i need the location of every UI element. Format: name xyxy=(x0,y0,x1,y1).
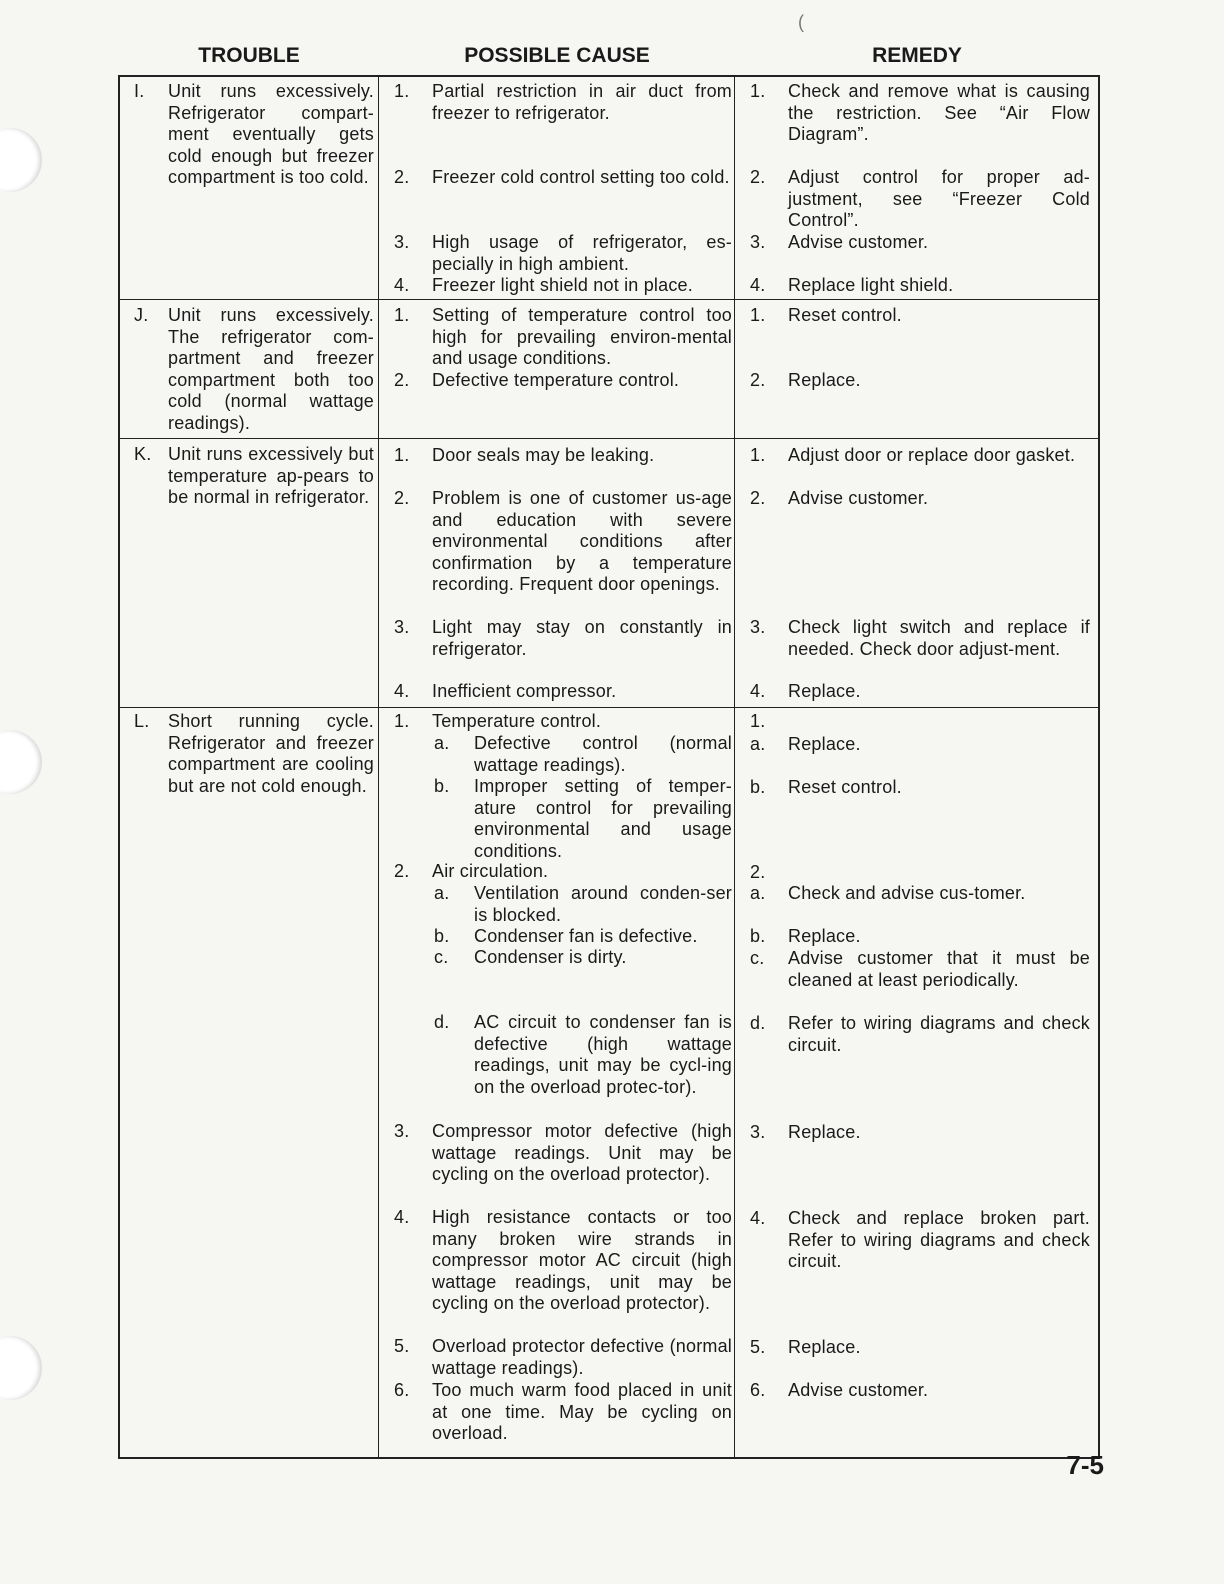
cause-subnumber: c. xyxy=(434,947,449,967)
remedy-text: Advise customer. xyxy=(788,488,929,508)
remedy-number: 2. xyxy=(750,488,766,508)
remedy-item xyxy=(750,617,1090,660)
cause-item xyxy=(394,445,732,467)
cause-number: 1. xyxy=(394,711,410,731)
cause-subitem xyxy=(394,947,732,969)
trouble-text: Unit runs excessively. The refrigerator com-partment and freezer compartment both too cold (normal wattage readings). xyxy=(168,305,374,433)
remedy-item xyxy=(750,275,1090,297)
page-number: 7-5 xyxy=(1066,1450,1104,1480)
remedy-text: Replace. xyxy=(788,681,861,701)
cause-item xyxy=(394,617,732,660)
cause-text: Problem is one of customer us-age and education with severe environmental conditions after confirmation by a temperature recording. Frequent door openings. xyxy=(432,488,732,594)
remedy-number: 6. xyxy=(750,1380,766,1400)
remedy-subitem xyxy=(750,734,1090,756)
cause-item xyxy=(394,81,732,124)
remedy-item xyxy=(750,1122,1090,1144)
remedy-subitem xyxy=(750,777,1090,799)
remedy-item xyxy=(750,488,1090,510)
remedy-number: 1. xyxy=(750,81,766,101)
remedy-text: Replace. xyxy=(788,1122,861,1142)
trouble-text: Unit runs excessively. Refrigerator compart-ment eventually gets cold enough but freezer compartment is too cold. xyxy=(168,81,374,187)
cause-item xyxy=(394,681,732,703)
remedy-number: 2. xyxy=(750,167,766,187)
remedy-subnumber: b. xyxy=(750,777,766,797)
column-divider xyxy=(734,77,735,1457)
cause-subnumber: d. xyxy=(434,1012,450,1032)
cause-item xyxy=(394,488,732,596)
cause-number: 6. xyxy=(394,1380,410,1400)
binder-hole-top xyxy=(0,128,42,192)
cause-number: 3. xyxy=(394,617,410,637)
troubleshooting-table xyxy=(118,75,1100,1459)
remedy-text: Advise customer. xyxy=(788,1380,929,1400)
cause-text: High usage of refrigerator, es-pecially in high ambient. xyxy=(432,232,732,274)
row-divider xyxy=(120,707,1098,708)
column-divider xyxy=(378,77,379,1457)
trouble-label: K. xyxy=(134,444,152,464)
cause-text: Inefficient compressor. xyxy=(432,681,617,701)
cause-subnumber: b. xyxy=(434,776,450,796)
cause-number: 3. xyxy=(394,1121,410,1141)
trouble-label: I. xyxy=(134,81,145,101)
cause-number: 2. xyxy=(394,861,410,881)
cause-number: 1. xyxy=(394,305,410,325)
cause-item xyxy=(394,370,732,392)
cause-item xyxy=(394,711,732,733)
cause-text: High resistance contacts or too many broken wire strands in compressor motor AC circuit (high wattage readings, unit may be cycling on the overload protector). xyxy=(432,1207,732,1313)
cause-number: 2. xyxy=(394,370,410,390)
cause-subnumber: b. xyxy=(434,926,450,946)
trouble-item xyxy=(134,444,374,509)
remedy-text: Check and replace broken part. Refer to wiring diagrams and check circuit. xyxy=(788,1208,1090,1271)
remedy-text: Adjust door or replace door gasket. xyxy=(788,445,1076,465)
remedy-item xyxy=(750,305,1090,327)
remedy-subitem xyxy=(750,948,1090,991)
cause-text: Improper setting of temper-ature control for prevailing environmental and usage conditions. xyxy=(474,776,732,861)
remedy-text: Replace. xyxy=(788,1337,861,1357)
remedy-text: Replace. xyxy=(788,926,861,946)
remedy-number: 2. xyxy=(750,862,766,882)
cause-text: Light may stay on constantly in refrigerator. xyxy=(432,617,732,659)
cause-text: Partial restriction in air duct from freezer to refrigerator. xyxy=(432,81,732,123)
trouble-item xyxy=(134,305,374,434)
cause-text: Condenser is dirty. xyxy=(474,947,627,967)
remedy-text: Advise customer that it must be cleaned at least periodically. xyxy=(788,948,1090,990)
remedy-number: 3. xyxy=(750,1122,766,1142)
binder-hole-bottom xyxy=(0,1336,42,1400)
remedy-item xyxy=(750,167,1090,232)
binder-hole-middle xyxy=(0,730,42,794)
cause-text: Too much warm food placed in unit at one time. May be cycling on overload. xyxy=(432,1380,732,1443)
cause-text: Ventilation around conden-ser is blocked. xyxy=(474,883,732,925)
cause-subitem xyxy=(394,776,732,862)
remedy-number: 3. xyxy=(750,617,766,637)
remedy-text: Adjust control for proper ad-justment, see “Freezer Cold Control”. xyxy=(788,167,1090,230)
remedy-item xyxy=(750,681,1090,703)
cause-item xyxy=(394,1380,732,1445)
cause-text: Door seals may be leaking. xyxy=(432,445,655,465)
remedy-item xyxy=(750,1337,1090,1359)
cause-text: Compressor motor defective (high wattage readings. Unit may be cycling on the overload protector). xyxy=(432,1121,732,1184)
column-headers xyxy=(118,44,1100,74)
remedy-text: Refer to wiring diagrams and check circuit. xyxy=(788,1013,1090,1055)
trouble-text: Short running cycle. Refrigerator and freezer compartment are cooling but are not cold enough. xyxy=(168,711,374,796)
remedy-subnumber: b. xyxy=(750,926,766,946)
header-trouble: TROUBLE xyxy=(198,44,300,67)
remedy-number: 4. xyxy=(750,1208,766,1228)
cause-subnumber: a. xyxy=(434,883,450,903)
cause-text: Air circulation. xyxy=(432,861,549,881)
remedy-subnumber: a. xyxy=(750,734,766,754)
cause-subitem xyxy=(394,883,732,926)
remedy-item xyxy=(750,232,1090,254)
cause-text: Defective control (normal wattage readings). xyxy=(474,733,732,775)
cause-number: 4. xyxy=(394,1207,410,1227)
remedy-text: Replace light shield. xyxy=(788,275,954,295)
remedy-number: 1. xyxy=(750,445,766,465)
remedy-item xyxy=(750,81,1090,146)
remedy-subnumber: a. xyxy=(750,883,766,903)
cause-subitem xyxy=(394,1012,732,1098)
remedy-text: Replace. xyxy=(788,370,861,390)
remedy-item xyxy=(750,1380,1090,1402)
remedy-text: Reset control. xyxy=(788,305,902,325)
trouble-item xyxy=(134,711,374,797)
remedy-subitem xyxy=(750,1013,1090,1056)
cause-number: 5. xyxy=(394,1336,410,1356)
row-divider xyxy=(120,299,1098,300)
header-remedy: REMEDY xyxy=(872,44,962,67)
row-divider xyxy=(120,438,1098,439)
remedy-number: 4. xyxy=(750,275,766,295)
cause-number: 4. xyxy=(394,681,410,701)
remedy-number: 1. xyxy=(750,711,766,731)
header-possible-cause: POSSIBLE CAUSE xyxy=(464,44,650,67)
cause-subitem xyxy=(394,733,732,776)
cause-item xyxy=(394,1207,732,1315)
cause-text: Overload protector defective (normal wattage readings). xyxy=(432,1336,732,1378)
cause-number: 4. xyxy=(394,275,410,295)
trouble-text: Unit runs excessively but temperature ap-pears to be normal in refrigerator. xyxy=(168,444,374,507)
remedy-number: 3. xyxy=(750,232,766,252)
cause-text: Temperature control. xyxy=(432,711,602,731)
cause-item xyxy=(394,167,732,189)
remedy-number: 2. xyxy=(750,370,766,390)
remedy-item xyxy=(750,1208,1090,1273)
cause-text: Condenser fan is defective. xyxy=(474,926,698,946)
remedy-text: Check and remove what is causing the restriction. See “Air Flow Diagram”. xyxy=(788,81,1090,144)
remedy-text: Advise customer. xyxy=(788,232,929,252)
remedy-item xyxy=(750,445,1090,467)
corner-mark: ( xyxy=(798,12,804,32)
cause-item xyxy=(394,1121,732,1186)
trouble-label: J. xyxy=(134,305,149,325)
remedy-number: 4. xyxy=(750,681,766,701)
cause-text: AC circuit to condenser fan is defective (high wattage readings, unit may be cycl-ing on the overload protec-tor). xyxy=(474,1012,732,1097)
remedy-subitem xyxy=(750,883,1090,905)
remedy-subnumber: d. xyxy=(750,1013,766,1033)
remedy-number: 5. xyxy=(750,1337,766,1357)
remedy-subitem xyxy=(750,926,1090,948)
cause-text: Freezer cold control setting too cold. xyxy=(432,167,730,187)
cause-text: Freezer light shield not in place. xyxy=(432,275,693,295)
remedy-text: Check and advise cus-tomer. xyxy=(788,883,1026,903)
cause-item xyxy=(394,1336,732,1379)
cause-text: Defective temperature control. xyxy=(432,370,680,390)
remedy-text: Replace. xyxy=(788,734,861,754)
cause-item xyxy=(394,305,732,370)
cause-item xyxy=(394,232,732,275)
remedy-item xyxy=(750,370,1090,392)
remedy-number: 1. xyxy=(750,305,766,325)
remedy-subnumber: c. xyxy=(750,948,765,968)
trouble-label: L. xyxy=(134,711,150,731)
cause-subitem xyxy=(394,926,732,948)
cause-number: 2. xyxy=(394,488,410,508)
cause-item xyxy=(394,275,732,297)
cause-subnumber: a. xyxy=(434,733,450,753)
trouble-item xyxy=(134,81,374,189)
cause-text: Setting of temperature control too high for prevailing environ-mental and usage conditions. xyxy=(432,305,732,368)
remedy-text: Check light switch and replace if needed. Check door adjust-ment. xyxy=(788,617,1090,659)
cause-number: 3. xyxy=(394,232,410,252)
cause-number: 1. xyxy=(394,81,410,101)
cause-number: 1. xyxy=(394,445,410,465)
cause-number: 2. xyxy=(394,167,410,187)
remedy-text: Reset control. xyxy=(788,777,902,797)
cause-item xyxy=(394,861,732,883)
